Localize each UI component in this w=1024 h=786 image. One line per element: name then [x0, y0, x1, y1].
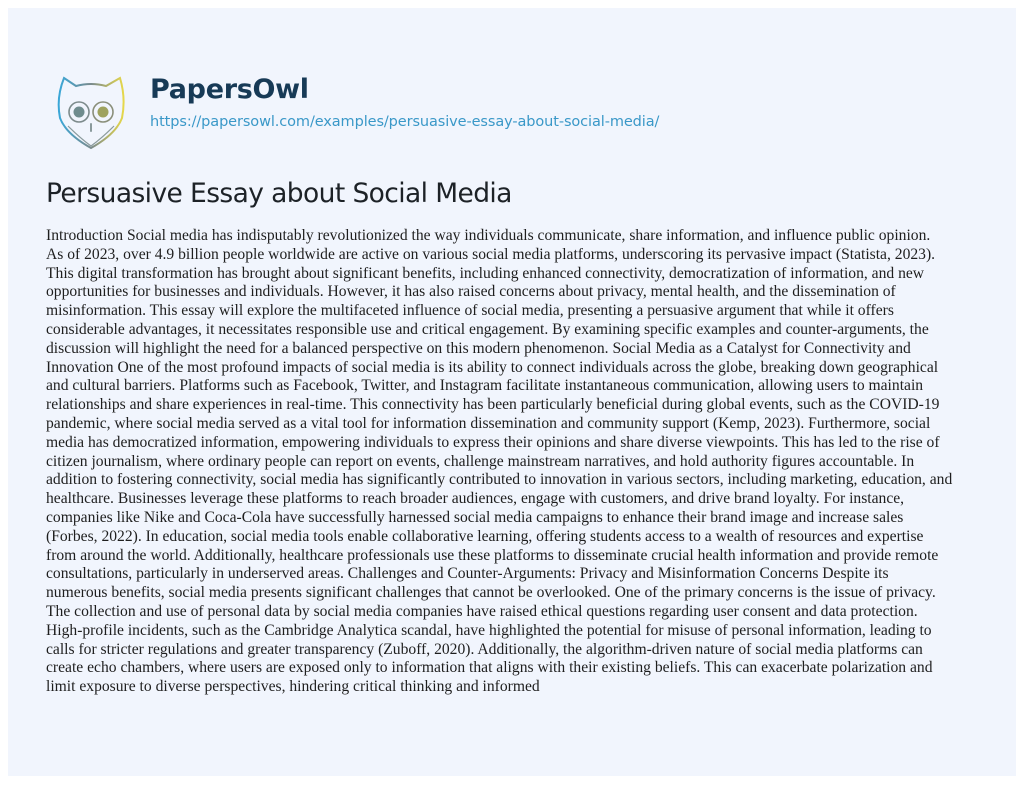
brand-header: [50, 68, 659, 158]
essay-line: numerous benefits, social media presents significant challenges that cannot be overlooked. One of the primary concerns is the issue of privacy.: [46, 584, 936, 602]
essay-line: As of 2023, over 4.9 billion people worldwide are active on various social media platforms, underscoring its pervasive impact (Statista, 2023).: [46, 245, 936, 263]
essay-line: consultations, particularly in underserved areas. Challenges and Counter-Arguments: Privacy and Misinformation Concerns Despite its: [46, 565, 889, 583]
essay-line: and cultural barriers. Platforms such as Facebook, Twitter, and Instagram facilitate instantaneous communication, allowing users to maintain: [46, 377, 924, 395]
document-card: [8, 8, 1016, 776]
essay-line: misinformation. This essay will explore the multifaceted influence of social media, presenting a persuasive argument that while it offers: [46, 302, 894, 320]
essay-line: companies like Nike and Coca-Cola have successfully harnessed social media campaigns to enhance their brand image and increase sales: [46, 508, 904, 526]
owl-logo-icon[interactable]: [50, 68, 132, 154]
essay-line: limit exposure to diverse perspectives, hindering critical thinking and informed: [46, 678, 540, 696]
essay-line: Introduction Social media has indisputably revolutionized the way individuals communicate, share information, and influence public opinion.: [46, 227, 931, 244]
brand-name[interactable]: PapersOwl: [150, 74, 309, 105]
essay-line: considerable advantages, it necessitates responsible use and critical engagement. By examining specific examples and counter-arguments, the: [46, 320, 929, 338]
essay-line: calls for stricter regulations and greater transparency (Zuboff, 2020). Additionally, the algorithm-driven nature of social media platforms can: [46, 640, 923, 658]
essay-line: The collection and use of personal data by social media companies have raised ethical questions regarding user consent and data protection.: [46, 602, 918, 620]
essay-line: pandemic, where social media served as a vital tool for information dissemination and community support (Kemp, 2023). Furthermore, social: [46, 414, 931, 432]
source-url-link[interactable]: https://papersowl.com/examples/persuasive-essay-about-social-media/: [150, 114, 660, 130]
essay-line: from around the world. Additionally, healthcare professionals use these platforms to disseminate crucial health information and provide remote: [46, 546, 939, 564]
essay-line: addition to fostering connectivity, social media has significantly contributed to innovation in various sectors, including marketing, education, and: [46, 471, 953, 489]
essay-line: (Forbes, 2022). In education, social media tools enable collaborative learning, offering students access to a wealth of resources and expertise: [46, 527, 924, 545]
page-title: Persuasive Essay about Social Media: [46, 178, 512, 209]
essay-line: healthcare. Businesses leverage these platforms to reach broader audiences, engage with customers, and drive brand loyalty. For instance,: [46, 490, 905, 508]
essay-line: opportunities for businesses and individuals. However, it has also raised concerns about privacy, mental health, and the dissemination of: [46, 283, 896, 301]
essay-line: discussion will highlight the need for a balanced perspective on this modern phenomenon. Social Media as a Catalyst for Connectivity and: [46, 339, 911, 357]
essay-line: High-profile incidents, such as the Cambridge Analytica scandal, have highlighted the potential for misuse of personal information, leading to: [46, 621, 932, 639]
essay-body: [46, 227, 1006, 697]
essay-line: relationships and share experiences in real-time. This connectivity has been particularly beneficial during global events, such as the COVID-19: [46, 396, 940, 414]
essay-line: Innovation One of the most profound impacts of social media is its ability to connect individuals across the globe, breaking down geographical: [46, 358, 939, 376]
essay-line: create echo chambers, where users are exposed only to information that aligns with their existing beliefs. This can exacerbate polarization and: [46, 659, 933, 677]
essay-line: media has democratized information, empowering individuals to express their opinions and share diverse viewpoints. This has led to the rise of: [46, 433, 940, 451]
essay-line: This digital transformation has brought about significant benefits, including enhanced connectivity, democratization of information, and new: [46, 264, 925, 282]
brand-text: [150, 68, 659, 132]
essay-line: citizen journalism, where ordinary people can report on events, challenge mainstream narratives, and hold authority figures accountable. In: [46, 452, 915, 470]
